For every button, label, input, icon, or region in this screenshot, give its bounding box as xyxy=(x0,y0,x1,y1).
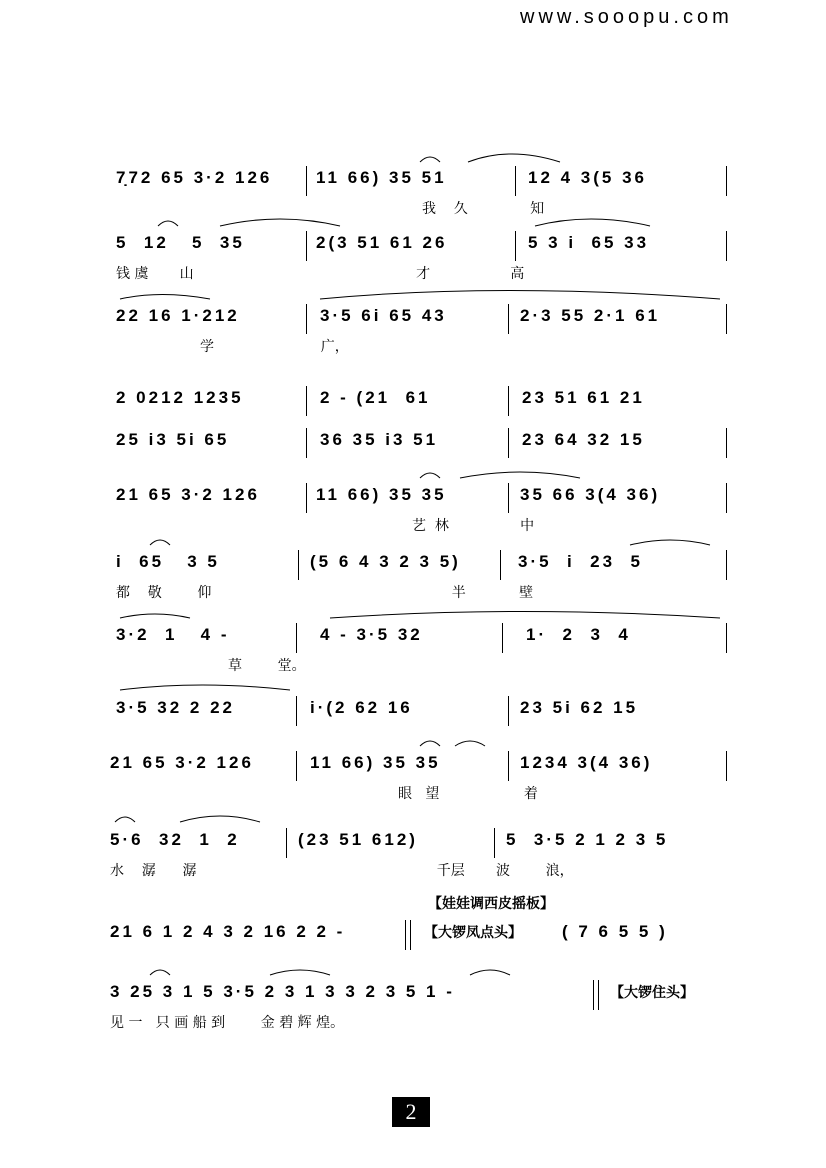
barline xyxy=(508,483,509,513)
barline xyxy=(296,751,297,781)
barline xyxy=(306,386,307,416)
slur xyxy=(220,219,340,226)
slur xyxy=(180,816,260,822)
barline xyxy=(726,623,727,653)
lyrics: 学 广， xyxy=(200,339,349,355)
slur xyxy=(158,221,178,226)
slur xyxy=(270,970,330,975)
notes: 2 0212 1235 xyxy=(116,388,244,407)
barline xyxy=(508,304,509,334)
slur xyxy=(120,685,290,690)
cue-label: 【大锣凤点头】 xyxy=(424,925,522,941)
notes: 3·5 6i 65 43 xyxy=(320,306,447,325)
barline xyxy=(726,751,727,781)
notes: 25 i3 5i 65 xyxy=(116,430,230,449)
barline xyxy=(726,231,727,261)
lyrics: 水 潺 潺 千层 波 浪， xyxy=(110,863,574,879)
slur xyxy=(535,219,650,226)
notes: 21 6 1 2 4 3 2 16 2 2 - xyxy=(110,922,346,941)
notes: 5 12 5 35 xyxy=(116,233,245,252)
notes: 1234 3(4 36) xyxy=(520,753,653,772)
barline xyxy=(508,751,509,781)
slur xyxy=(420,741,440,746)
lyrics: 艺 林 中 xyxy=(412,518,535,534)
notes: 21 65 3·2 126 xyxy=(110,753,254,772)
slur xyxy=(468,154,560,162)
barline xyxy=(286,828,287,858)
notes: 3·5 32 2 22 xyxy=(116,698,236,717)
notes: i·(2 62 16 xyxy=(310,698,413,717)
slur xyxy=(470,970,510,975)
slur xyxy=(115,817,135,822)
barline xyxy=(296,623,297,653)
barline xyxy=(306,231,307,261)
notes: 21 65 3·2 126 xyxy=(116,485,260,504)
notes: 35 66 3(4 36) xyxy=(520,485,661,504)
slur xyxy=(420,473,440,478)
notes: 22 16 1·212 xyxy=(116,306,240,325)
notes: ( 7 6 5 5 ) xyxy=(562,922,668,941)
barline xyxy=(306,166,307,196)
notes: 5 3·5 2 1 2 3 5 xyxy=(506,830,669,849)
notes: 11 66) 35 51 xyxy=(316,168,447,187)
barline xyxy=(306,428,307,458)
barline xyxy=(726,166,727,196)
notes: 1· 2 3 4 xyxy=(526,625,631,644)
cue-label: 【娃娃调西皮摇板】 xyxy=(428,896,554,912)
slur xyxy=(320,291,720,300)
barline xyxy=(494,828,495,858)
barline xyxy=(508,428,509,458)
barline xyxy=(508,386,509,416)
barline xyxy=(502,623,503,653)
watermark: www.sooopu.com xyxy=(520,6,733,28)
notes: 2·3 55 2·1 61 xyxy=(520,306,661,325)
notes: (5 6 4 3 2 3 5) xyxy=(310,552,461,571)
notes: 3·5 i 23 5 xyxy=(518,552,643,571)
lyrics: 我 久 知 xyxy=(422,201,545,217)
notes: (23 51 612) xyxy=(298,830,418,849)
notes: 23 64 32 15 xyxy=(522,430,645,449)
barline xyxy=(306,483,307,513)
slur xyxy=(455,741,485,746)
slur xyxy=(330,612,720,619)
barline xyxy=(508,696,509,726)
notes: 3·2 1 4 - xyxy=(116,625,230,644)
notes: i 65 3 5 xyxy=(116,552,220,571)
barline xyxy=(726,428,727,458)
barline xyxy=(296,696,297,726)
barline xyxy=(298,550,299,580)
double-barline xyxy=(410,920,411,950)
double-barline xyxy=(598,980,599,1010)
notes: 4 - 3·5 32 xyxy=(320,625,423,644)
slur xyxy=(420,157,440,162)
slur xyxy=(120,614,190,618)
lyrics: 草 堂。 xyxy=(228,658,306,674)
notes: 11 66) 35 35 xyxy=(316,485,447,504)
notes: 23 5i 62 15 xyxy=(520,698,639,717)
barline xyxy=(726,550,727,580)
lyrics: 眼 望 着 xyxy=(398,786,538,802)
notes: 5 3 i 65 33 xyxy=(528,233,650,252)
slur xyxy=(150,970,170,975)
cue-label: 【大锣住头】 xyxy=(610,985,694,1001)
slur xyxy=(460,472,580,478)
slur xyxy=(630,540,710,545)
notes: 12 4 3(5 36 xyxy=(528,168,648,187)
notes: 2(3 51 61 26 xyxy=(316,233,448,252)
notes: 23 51 61 21 xyxy=(522,388,645,407)
slur xyxy=(120,295,210,300)
page-number: 2 xyxy=(392,1097,430,1127)
barline xyxy=(515,166,516,196)
barline xyxy=(500,550,501,580)
barline xyxy=(306,304,307,334)
notes: 7̣72 65 3·2 126 xyxy=(116,168,273,187)
barline xyxy=(726,304,727,334)
notes: 2 - (21 61 xyxy=(320,388,431,407)
lyrics: 见 一 只 画 船 到 金 碧 辉 煌。 xyxy=(110,1015,345,1031)
notes: 3 25 3 1 5 3·5 2 3 1 3 3 2 3 5 1 - xyxy=(110,982,455,1001)
barline xyxy=(726,483,727,513)
barline xyxy=(515,231,516,261)
notes: 5·6 32 1 2 xyxy=(110,830,240,849)
notes: 36 35 i3 51 xyxy=(320,430,439,449)
lyrics: 钱 虞 山 才 高 xyxy=(116,266,525,282)
slur xyxy=(150,540,170,545)
notes: 11 66) 35 35 xyxy=(310,753,441,772)
lyrics: 都 敬 仰 半 壁 xyxy=(116,585,534,601)
